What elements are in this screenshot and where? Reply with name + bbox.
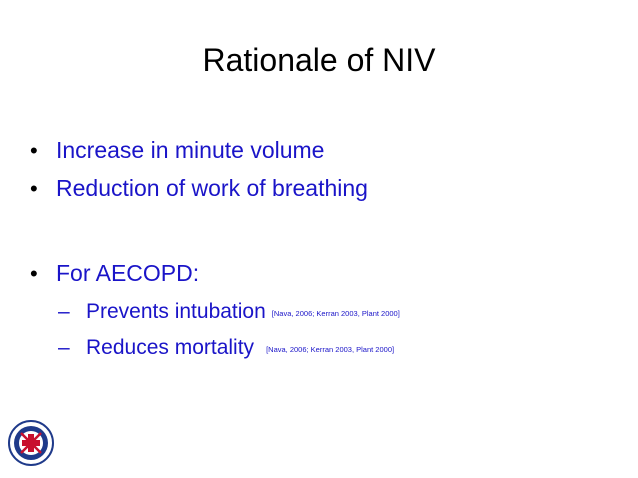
bullet-text: Increase in minute volume [56, 137, 325, 163]
dash-marker: – [58, 336, 70, 359]
bullet-dot: • [30, 261, 38, 286]
dash-marker: – [58, 300, 70, 323]
bullet-item [30, 134, 324, 166]
sub-bullet-text: Reduces mortality [86, 336, 255, 359]
bullet-text: Reduction of work of breathing [56, 175, 368, 201]
bullet-item [30, 257, 199, 289]
hospital-seal-icon [8, 420, 54, 466]
slide-title: Rationale of NIV [202, 42, 436, 78]
sub-bullet-item [58, 297, 400, 327]
bullet-item [30, 172, 368, 204]
sub-bullet-item [58, 333, 394, 363]
citation: [Nava, 2006; Kerran 2003, Plant 2000] [266, 345, 395, 354]
bullet-dot: • [30, 138, 38, 163]
bullet-text: For AECOPD: [56, 260, 200, 286]
citation: [Nava, 2006; Kerran 2003, Plant 2000] [271, 309, 400, 318]
hospital-seal-svg [8, 420, 54, 466]
bullet-dot: • [30, 176, 38, 201]
sub-bullet-text: Prevents intubation [86, 300, 266, 323]
